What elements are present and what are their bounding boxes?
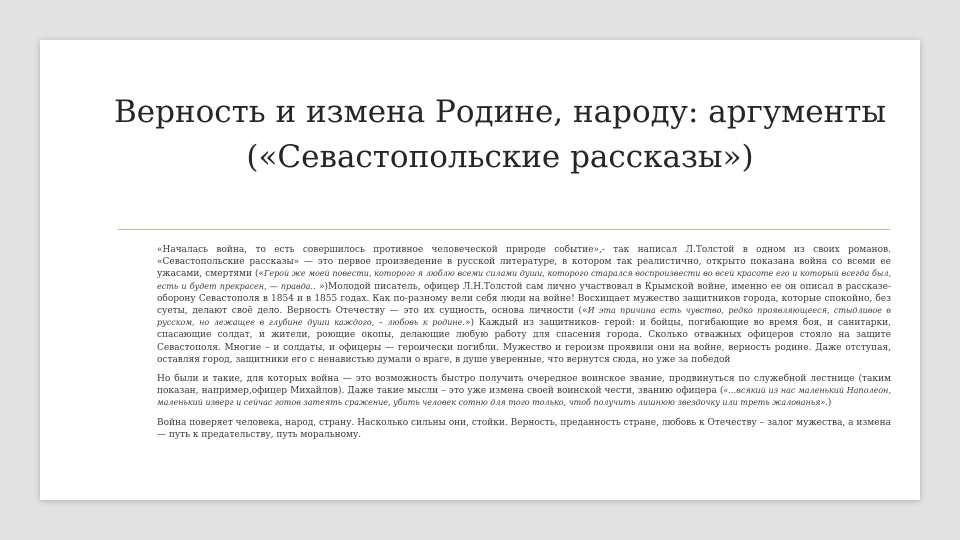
body-paragraph <box>157 373 891 410</box>
body-paragraph <box>157 244 891 366</box>
text-run: Но были и такие, для которых война — это возможность быстро получить очередное воинское звание, продвинуться по служебной лестнице (таким показан, например,офицер Михайлов). Даже такие мысли – это уже измена своей воинской чести, званию офицера ( <box>157 374 891 397</box>
title-divider <box>118 229 890 230</box>
body-paragraph <box>157 417 891 441</box>
slide-title: Верность и измена Родине, народу: аргументы («Севастопольские рассказы») <box>113 94 887 175</box>
quote-run: Герой же моей повести, которого я люблю всеми силами души, которого старался воспроизвести во всей красоте его и который всегда был, есть и будет прекрасен, — правда.. <box>157 269 891 291</box>
quote-run: «…всякий из нас маленький Наполеон, маленький изверг и сейчас готов затеять сражение, убить человек сотню для того только, чтоб получить лишнюю звездочку или треть жалованья». <box>157 386 891 408</box>
text-run: ») Каждый из защитников- герой: и бойцы, погибающие во время боя, и санитарки, спасающие солдат, и жители, роющие окопы, делающие любую работу для спасения города. Сколько отважных офицеров стояло на защите Севастополя. Многие – и солдаты, и офицеры — героически погибли. Мужество и героизм проявили они на войне, верность родине. Даже отступая, оставляя город, защитники его с ненавистью думали о враге, в душе уверенные, что вернутся сюда, но уже за победой <box>157 318 891 365</box>
quote-run: И эта причина есть чувство, редко проявляющееся, стыдливое в русском, но лежащее в глубине души каждого, – любовь к родине. <box>157 306 891 328</box>
slide <box>40 40 920 500</box>
text-run: «Началась война, то есть совершилось противное человеческой природе событие»,- так написал Л.Толстой в одном из своих романов. «Севастопольские рассказы» — это первое произведение в русской литературе, в котором так реалистично, открыто показана война со всеми ее ужасами, смертями (« <box>157 245 891 280</box>
text-run: »)Молодой писатель, офицер Л.Н.Толстой сам лично участвовал в Крымской войне, именно ее он описал в рассказе- оборону Севастополя в 1854 и в 1855 годах. Как по-разному вели себя люди на войне! Восхищает мужество защитников города, которые спокойно, без суеты, делают своё дело. Верность Отечеству — это их сущность, основа личности (« <box>157 281 891 317</box>
text-run: Война поверяет человека, народ, страну. Насколько сильны они, стойки. Верность, преданность стране, любовь к Отечеству – залог мужества, а измена — путь к предательству, путь моральному. <box>157 417 891 440</box>
text-run: ) <box>827 398 832 409</box>
slide-body <box>157 244 891 484</box>
